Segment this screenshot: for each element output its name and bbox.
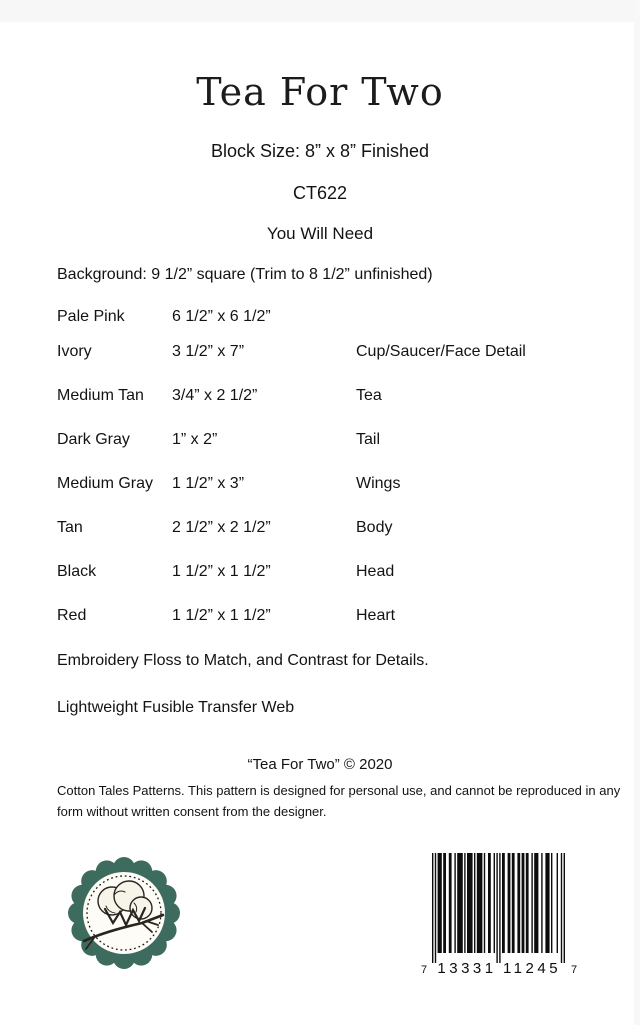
pattern-number: CT622 (292, 183, 348, 203)
barcode-bar (512, 853, 515, 953)
fabric-name: Ivory (57, 343, 92, 360)
barcode-bar (557, 853, 558, 953)
cut-size: 6 1/2” x 6 1/2” (172, 308, 271, 325)
cut-size: 1” x 2” (172, 431, 218, 448)
barcode-group-1: 13331 (437, 960, 497, 977)
barcode-bar (496, 853, 497, 963)
barcode-bar (541, 853, 542, 953)
materials-row (57, 475, 602, 519)
background-requirement: Background: 9 1/2” square (Trim to 8 1/2” unfinished) (57, 266, 433, 283)
barcode-bar (502, 853, 505, 953)
barcode-bar (508, 853, 511, 953)
barcode-bar (464, 853, 465, 953)
barcode-bar (484, 853, 485, 953)
piece-use: Tail (356, 431, 381, 448)
page-title: Tea For Two (196, 70, 444, 114)
barcode-bar (522, 853, 525, 953)
barcode-bar (432, 853, 433, 963)
piece-use: Heart (356, 607, 396, 624)
fabric-name: Red (57, 607, 87, 624)
legal-text (57, 780, 622, 822)
materials-row (57, 519, 602, 563)
barcode-bar (438, 853, 442, 953)
barcode-bar (467, 853, 473, 953)
fabric-name: Medium Tan (57, 387, 144, 404)
cut-size: 1 1/2” x 1 1/2” (172, 563, 271, 580)
block-size-line: Block Size: 8” x 8” Finished (210, 141, 430, 161)
materials-row (57, 387, 602, 431)
barcode-bar (561, 853, 562, 963)
barcode-bar (551, 853, 552, 953)
barcode-bar (564, 853, 565, 963)
fabric-name: Dark Gray (57, 431, 130, 448)
barcode-bar (449, 853, 452, 953)
materials-row (57, 343, 602, 387)
legal-line-1: Cotton Tales Patterns. This pattern is designed for personal use, and cannot be reproduced in any (57, 783, 621, 798)
cut-size: 2 1/2” x 2 1/2” (172, 519, 271, 536)
barcode-bar (494, 853, 495, 953)
barcode-bar (477, 853, 483, 953)
upc-barcode (418, 851, 580, 977)
piece-use: Wings (356, 475, 401, 492)
barcode-bar (499, 853, 500, 963)
barcode-bar (545, 853, 549, 953)
barcode-group-2: 11245 (502, 960, 562, 977)
barcode-bar (534, 853, 538, 953)
barcode-bar (454, 853, 455, 953)
barcode-bar (531, 853, 532, 953)
materials-row (57, 431, 602, 475)
piece-use: Cup/Saucer/Face Detail (356, 343, 526, 360)
cut-size: 1 1/2” x 3” (172, 475, 245, 492)
note-fusible-web: Lightweight Fusible Transfer Web (57, 699, 295, 716)
barcode-bar (526, 853, 529, 953)
barcode-right-digit: 7 (570, 964, 578, 976)
legal-line-2: form without written consent from the designer. (57, 804, 327, 819)
materials-row (57, 308, 602, 343)
fabric-name: Pale Pink (57, 308, 125, 325)
cut-size: 3 1/2” x 7” (172, 343, 245, 360)
fabric-name: Tan (57, 519, 83, 536)
fabric-name: Black (57, 563, 97, 580)
fabric-name: Medium Gray (57, 475, 154, 492)
barcode-bar (517, 853, 520, 953)
copyright-line: “Tea For Two” © 2020 (247, 756, 393, 773)
materials-table (57, 308, 602, 651)
section-heading: You Will Need (266, 224, 374, 243)
barcode-bar (457, 853, 463, 953)
cotton-tales-logo (62, 851, 186, 975)
materials-row (57, 563, 602, 607)
barcode-bar (435, 853, 436, 963)
barcode-left-digit: 7 (420, 964, 428, 976)
barcode-bar (488, 853, 491, 953)
materials-row (57, 607, 602, 651)
cut-size: 1 1/2” x 1 1/2” (172, 607, 271, 624)
scan-edge-top (0, 0, 640, 22)
cut-size: 3/4” x 2 1/2” (172, 387, 258, 404)
piece-use: Body (356, 519, 393, 536)
piece-use: Tea (356, 387, 382, 404)
barcode-bar (443, 853, 446, 953)
barcode-bar (474, 853, 475, 953)
piece-use: Head (356, 563, 395, 580)
note-embroidery-floss: Embroidery Floss to Match, and Contrast for Details. (57, 652, 429, 669)
